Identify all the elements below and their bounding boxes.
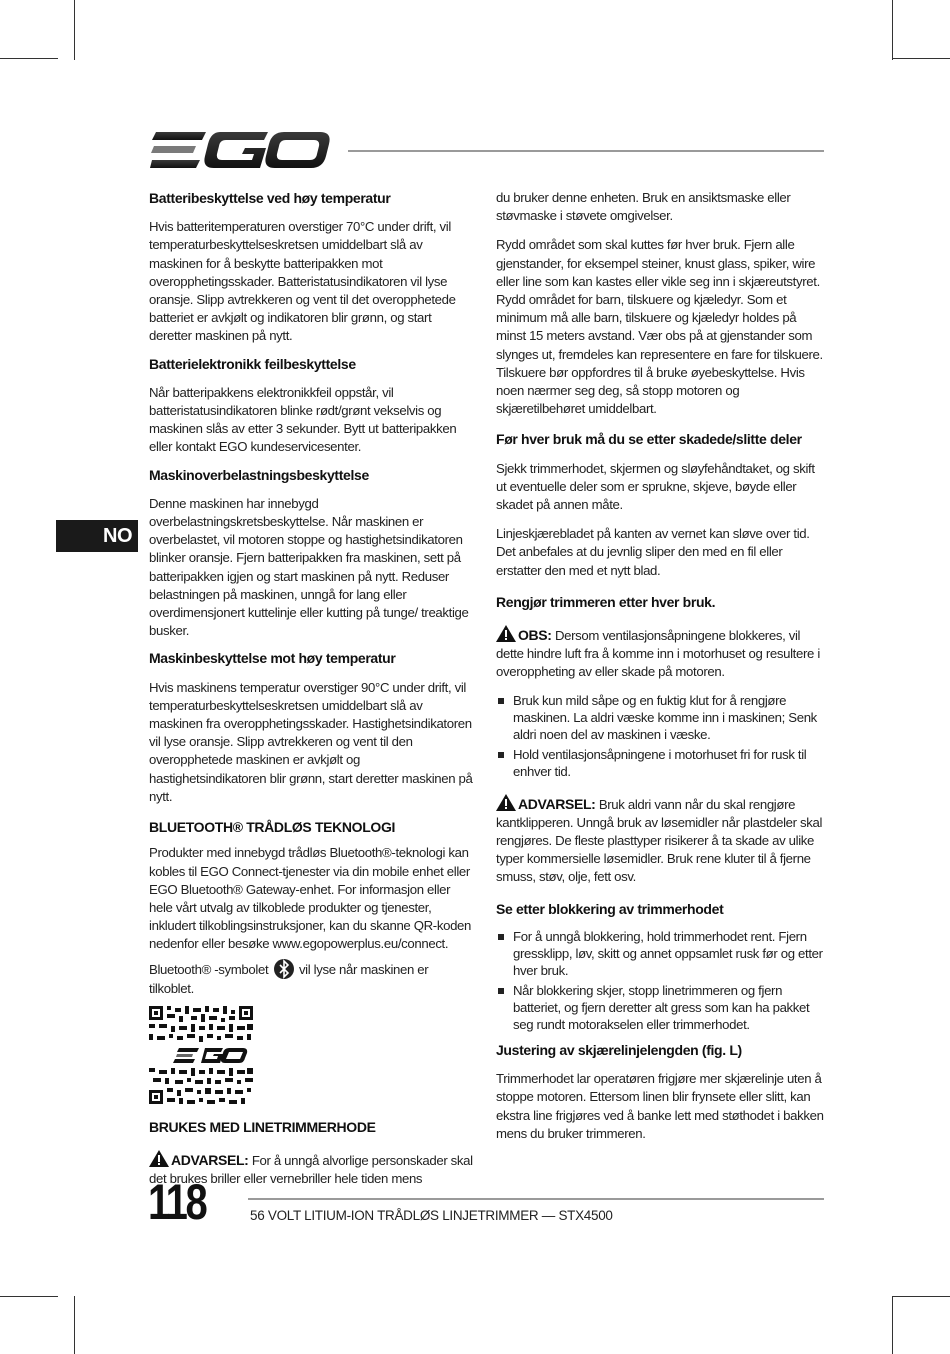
page-number: 118 — [148, 1174, 206, 1230]
footer-rule — [248, 1198, 824, 1200]
section-heading: BRUKES MED LINETRIMMERHODE — [149, 1118, 376, 1135]
warning-text: For å unngå alvorlige personskader skal det brukes briller eller vernebriller hele tiden mens — [149, 1152, 473, 1187]
section-heading: Batterielektronikk feilbeskyttelse — [149, 355, 356, 372]
warning-triangle-icon — [149, 1150, 169, 1167]
section-heading: Justering av skjærelinjelengden (fig. L) — [496, 1041, 742, 1058]
section-heading: BLUETOOTH® TRÅDLØS TEKNOLOGI — [149, 819, 396, 836]
paragraph: Trimmerhodet lar operatøren frigjøre mer skjærelinje uten å stoppe motoren. Ettersom linen blir frynsete eller slitt, kan ekstra line frigjøres ved å banke lett med støthodet i bakken mens du bruker trimmeren. — [496, 1071, 824, 1141]
crop-mark — [892, 1296, 893, 1354]
warning-label: ADVARSEL: — [171, 1151, 249, 1168]
list-item: Bruk kun mild såpe og en fuktig klut for å rengjøre maskinen. La aldri væske komme inn i maskinen; Senk aldri noen del av maskinen i væske. — [496, 692, 826, 743]
paragraph: du bruker denne enheten. Bruk en ansiktsmaske eller støvmaske i støvete omgivelser. — [496, 190, 791, 224]
warning-paragraph — [496, 794, 826, 887]
paragraph: Rydd området som skal kuttes før hver bruk. Fjern alle gjenstander, for eksempel steiner, knust glass, spiker, wire eller line som kan kastes eller vikle seg inn i skjæreutstyret. Rydd området for barn, tilskuere og kjæledyr. Som et minimum må alle barn, tilskuere og kjæledyr holdes på minst 15 meters avstand. Vær obs på at gjenstander som slynges ut, fremdeles kan representere en fare for tilskuere. Tilskuere bør oppfordres til å bruke øyebeskyttelse. Hvis noen nærmer seg deg, så stopp motoren og skjæretilbehøret umiddelbart. — [496, 237, 823, 417]
paragraph: Hvis maskinens temperatur overstiger 90°C under drift, vil temperaturbeskyttelseskretsen umiddelbart slå av maskinen fra overopphetingsskader. Hastighetsindikatoren vil lyse oransje. Slipp avtrekkeren og vent til den overopphetede maskinen er avkjølt og hastighetsindikatoren blir grønn, start deretter maskinen på nytt. — [149, 679, 473, 804]
section-heading: Maskinbeskyttelse mot høy temperatur — [149, 650, 396, 667]
bluetooth-text-before: Bluetooth® -symbolet — [149, 961, 269, 977]
paragraph: Sjekk trimmerhodet, skjermen og sløyfehåndtaket, og skift ut eventuelle deler som er sprukne, skjeve, bøyde eller skadet på annen måte. — [496, 460, 815, 513]
crop-mark — [74, 1296, 75, 1354]
left-column — [149, 189, 475, 1197]
bluetooth-icon — [274, 958, 294, 980]
section-heading: Før hver bruk må du se etter skadede/slitte deler — [496, 431, 802, 448]
section-heading: Rengjør trimmeren etter hver bruk. — [496, 593, 716, 610]
list-item: For å unngå blokkering, hold trimmerhodet rent. Fjern gressklipp, løv, skitt og annet oppsamlet rusk før og etter hver bruk. — [496, 928, 826, 979]
warning-text: Bruk aldri vann når du skal rengjøre kantklipperen. Unngå bruk av løsemidler når plastdeler skal rengjøres. De fleste plasttyper risikerer å ta skade av ulike typer kommersielle løsemidler. Bruk rene kluter til å fjerne smuss, støv, olje, fett osv. — [496, 796, 823, 885]
list-item: Når blokkering skjer, stopp linetrimmeren og fjern batteriet, og fjern deretter alt gress som kan ha pakket seg rundt motorakselen eller trimmerhodet. — [496, 982, 826, 1033]
ego-logo — [150, 128, 330, 172]
header-rule — [348, 150, 824, 152]
qr-code-block — [149, 1006, 253, 1104]
crop-mark — [0, 58, 58, 59]
bullet-list — [496, 692, 826, 780]
paragraph: Hvis batteritemperaturen overstiger 70°C under drift, vil temperaturbeskyttelseskretsen umiddelbart slå av maskinen for å beskytte batteripakken mot overopphetingsskader. Batteristatusindikatoren vil lyse oransje. Slipp avtrekkeren og vent til det overopphetede batteriet er avkjølt og indikatoren blir grønn, og start deretter maskinen på nytt. — [149, 219, 456, 344]
qr-code-bottom — [149, 1068, 253, 1104]
section-heading: Batteribeskyttelse ved høy temperatur — [149, 190, 391, 206]
section-heading: Se etter blokkering av trimmerhodet — [496, 900, 724, 917]
bluetooth-text-after: vil lyse når maskinen er tilkoblet. — [149, 961, 429, 996]
crop-mark — [892, 58, 950, 59]
obs-text: Dersom ventilasjonsåpningene blokkeres, vil dette hindre luft fra å komme inn i motorhuset og resultere i overoppheting av eller skade på motoren. — [496, 628, 820, 680]
bullet-list — [496, 928, 826, 1033]
crop-mark — [74, 0, 75, 60]
obs-paragraph — [496, 625, 826, 682]
obs-label: OBS: — [518, 627, 552, 644]
footer-title: 56 VOLT LITIUM-ION TRÅDLØS LINJETRIMMER — STX4500 — [250, 1208, 613, 1223]
paragraph: Når batteripakkens elektronikkfeil oppstår, vil batteristatusindikatoren blinke rødt/grønt vekselvis og maskinen slås av etter 3 sekunder. Bytt ut batteripakken eller kontakt EGO kundeservicesenter. — [149, 384, 457, 455]
warning-triangle-icon — [496, 794, 516, 811]
right-column — [496, 189, 826, 1152]
crop-mark — [892, 0, 893, 60]
crop-mark — [0, 1296, 58, 1297]
paragraph: Denne maskinen har innebygd overbelastningskretsbeskyttelse. Når maskinen er overbelastet, vil motoren stoppe og hastighetsindikatoren blinker oransje. Fjern batteripakken fra maskinen, sett på batteripakken igjen og start maskinen på nytt. Reduser belastningen på maskinen, unngå for lang eller overdimensjonert kuttelinje eller kutting på tunge/ treaktige busker. — [149, 495, 469, 639]
ego-small-logo — [149, 1042, 253, 1068]
warning-triangle-icon — [496, 625, 516, 642]
paragraph: Linjeskjærebladet på kanten av vernet kan sløve over tid. Det anbefales at du jevnlig sliper den med en fil eller erstatter den med et nytt blad. — [496, 526, 810, 578]
bluetooth-line — [149, 958, 475, 998]
paragraph: Produkter med innebygd trådløs Bluetooth®-teknologi kan kobles til EGO Connect-tjenester via din mobile enhet eller EGO Bluetooth® Gateway-enhet. For informasjon eller hele vårt utvalg av tilkoblede produkter og tjenester, inkludert tilkoblingsinstruksjoner, kan du skanne QR-koden nedenfor eller besøke www.egopowerplus.eu/connect. — [149, 845, 472, 952]
warning-label: ADVARSEL: — [518, 795, 596, 812]
crop-mark — [892, 1296, 950, 1297]
list-item: Hold ventilasjonsåpningene i motorhuset fri for rusk til enhver tid. — [496, 746, 826, 780]
section-heading: Maskinoverbelastningsbeskyttelse — [149, 466, 369, 483]
language-tab: NO — [56, 520, 138, 552]
qr-code-top — [149, 1006, 253, 1042]
